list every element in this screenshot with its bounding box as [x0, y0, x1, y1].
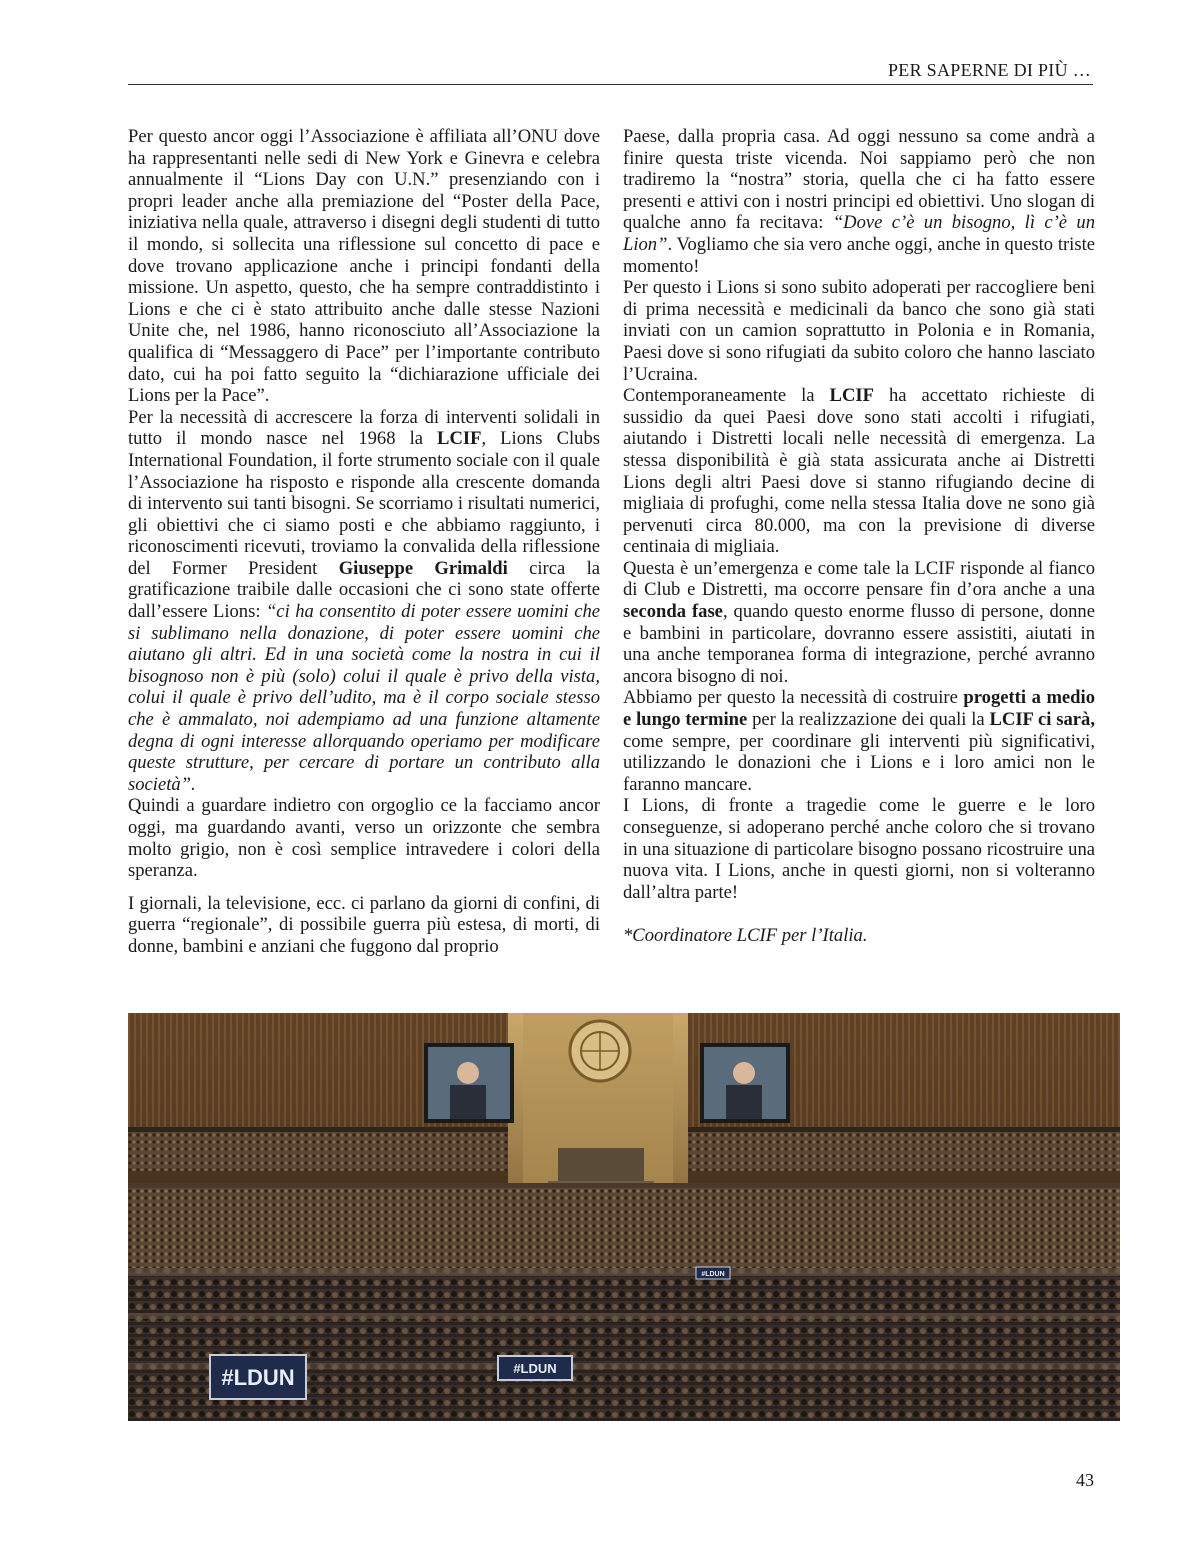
- footnote: *Coordinatore LCIF per l’Italia.: [623, 925, 868, 947]
- paragraph: Paese, dalla propria casa. Ad oggi nessuno sa come andrà a finire questa triste vicenda. Noi sappiamo però che non tradiremo la “nostra” storia, quella che ci ha fatto essere presenti e attivi con i nostri principi ed obiettivi. Uno slogan di qualche anno fa recitava: “Dove c’è un bisogno, lì c’è un Lion”. Vogliamo che sia vero anche oggi, anche in questo triste momento!: [623, 126, 1095, 277]
- paragraph: Contemporaneamente la LCIF ha accettato richieste di sussidio da quei Paesi dove sono stati accolti i rifugiati, aiutando i Distretti locali nelle necessità di emergenza. La stessa disponibilità è già stata assicurata anche ai Distretti Lions degli altri Paesi dove si stanno rifugiando decine di migliaia di profughi, come nella stessa Italia dove ne sono già pervenuti circa 80.000, ma con la previsione di diverse centinaia di migliaia.: [623, 385, 1095, 558]
- desk-sign-left: [210, 1355, 306, 1399]
- paragraph: Abbiamo per questo la necessità di costruire progetti a medio e lungo termine per la realizzazione dei quali la LCIF ci sarà, come sempre, per coordinare gli interventi più significativi, utilizzando le donazioni che i Lions e i loro amici non le faranno mancare.: [623, 687, 1095, 795]
- paragraph: Per questo i Lions si sono subito adoperati per raccogliere beni di prima necessità e medicinali da banco che sono già stati inviati con un camion soprattutto in Polonia e in Romania, Paesi dove si sono rifugiati da subito coloro che hanno lasciato l’Ucraina.: [623, 277, 1095, 385]
- paragraph: Per la necessità di accrescere la forza di interventi solidali in tutto il mondo nasce nel 1968 la LCIF, Lions Clubs International Foundation, il forte strumento sociale con il quale l’Associazione ha risposto e risponde alla crescente domanda di intervento sui tanti bisogni. Se scorriamo i risultati numerici, gli obiettivi che ci siamo posti e che abbiamo raggiunto, i riconoscimenti ricevuti, troviamo la convalida della riflessione del Former President Giuseppe Grimaldi circa la gratificazione traibile dalle occasioni che ci sono state offerte dall’essere Lions: “ci ha consentito di poter essere uomini che si sublimano nella donazione, di poter essere uomini che aiutano gli altri. Ed in una società come la nostra in cui il bisognoso non è più (solo) colui il quale è privo della vista, colui il quale è privo dell’udito, ma è il corpo sociale stesso che è ammalato, noi adempiamo ad una funzione altamente degna di ogni interesse allorquando operiamo per modificare queste strutture, per cercare di portare un contributo alla società”.: [128, 406, 601, 795]
- left-column: [128, 126, 600, 958]
- paragraph: Questa è un’emergenza e come tale la LCIF risponde al fianco di Club e Distretti, ma occorre pensare fin d’ora anche a una seconda fase, quando questo enorme flusso di persone, donne e bambini in particolare, dovranno essere assistiti, aiutati in una anche temporanea forma di integrazione, perché avranno ancora bisogno di noi.: [623, 557, 1095, 687]
- running-header: [128, 58, 1093, 85]
- quote: “ci ha consentito di poter essere uomini che si sublimano nella donazione, di poter essere uomini che aiutano gli altri. Ed in una società come la nostra in cui il bisognoso non è più (solo) colui il quale è privo della vista, colui il quale è privo dell’udito, ma è il corpo sociale stesso che è ammalato, noi adempiamo ad una funzione altamente degna di ogni interesse allorquando operiamo per modificare queste strutture, per cercare di portare un contributo alla società”.: [128, 601, 601, 795]
- svg-text:#LDUN: #LDUN: [701, 1271, 725, 1278]
- desk-sign-small: [696, 1267, 730, 1279]
- paragraph: I giornali, la televisione, ecc. ci parlano da giorni di confini, di guerra “regionale”, di possibile guerra più estesa, di morti, di donne, bambini e anziani che fuggono dal proprio: [128, 892, 600, 957]
- svg-text:#LDUN: #LDUN: [513, 1361, 557, 1376]
- right-column: [623, 126, 1095, 947]
- right-video-screen: [700, 1043, 790, 1123]
- paragraph: I Lions, di fronte a tragedie come le guerre e le loro conseguenze, si adoperano perché anche coloro che si trovano in una situazione di particolare bisogno possano ricostruire una nuova vita. I Lions, anche in questi giorni, non si volteranno dall’altra parte!: [623, 795, 1095, 903]
- un-assembly-photo: [128, 1013, 1120, 1421]
- svg-text:#LDUN: #LDUN: [221, 1365, 295, 1390]
- section-title: PER SAPERNE DI PIÙ …: [887, 60, 1091, 80]
- page-number: 43: [1076, 1470, 1094, 1490]
- left-video-screen: [424, 1043, 514, 1123]
- un-emblem-icon: [570, 1021, 630, 1081]
- paragraph: Per questo ancor oggi l’Associazione è affiliata all’ONU dove ha rappresentanti nelle sedi di New York e Ginevra e celebra annualmente il “Lions Day con U.N.” presenziando con i propri leader anche alla premiazione del “Poster della Pace, iniziativa nella quale, attraverso i disegni degli studenti di tutto il mondo, si sollecita una riflessione sul concetto di pace e dove trovano applicazione anche i principi fondanti della missione. Un aspetto, questo, che ha sempre contraddistinto i Lions e che ci è stato attribuito anche dalle stesse Nazioni Unite che, nel 1986, hanno riconosciuto all’Associazione la qualifica di “Messaggero di Pace” per l’importante contributo dato, cui ha poi fatto seguito la “dichiarazione ufficiale dei Lions per la Pace”.: [128, 126, 600, 407]
- paragraph: Quindi a guardare indietro con orgoglio ce la facciamo ancor oggi, ma guardando avanti, verso un orizzonte che sembra molto grigio, non è così semplice intravedere i colori della speranza.: [128, 795, 600, 882]
- quote: “Dove c’è un bisogno, lì c’è un Lion”: [623, 212, 1095, 255]
- assembly-hall-illustration: [128, 1013, 1120, 1421]
- desk-sign-right: [498, 1356, 572, 1380]
